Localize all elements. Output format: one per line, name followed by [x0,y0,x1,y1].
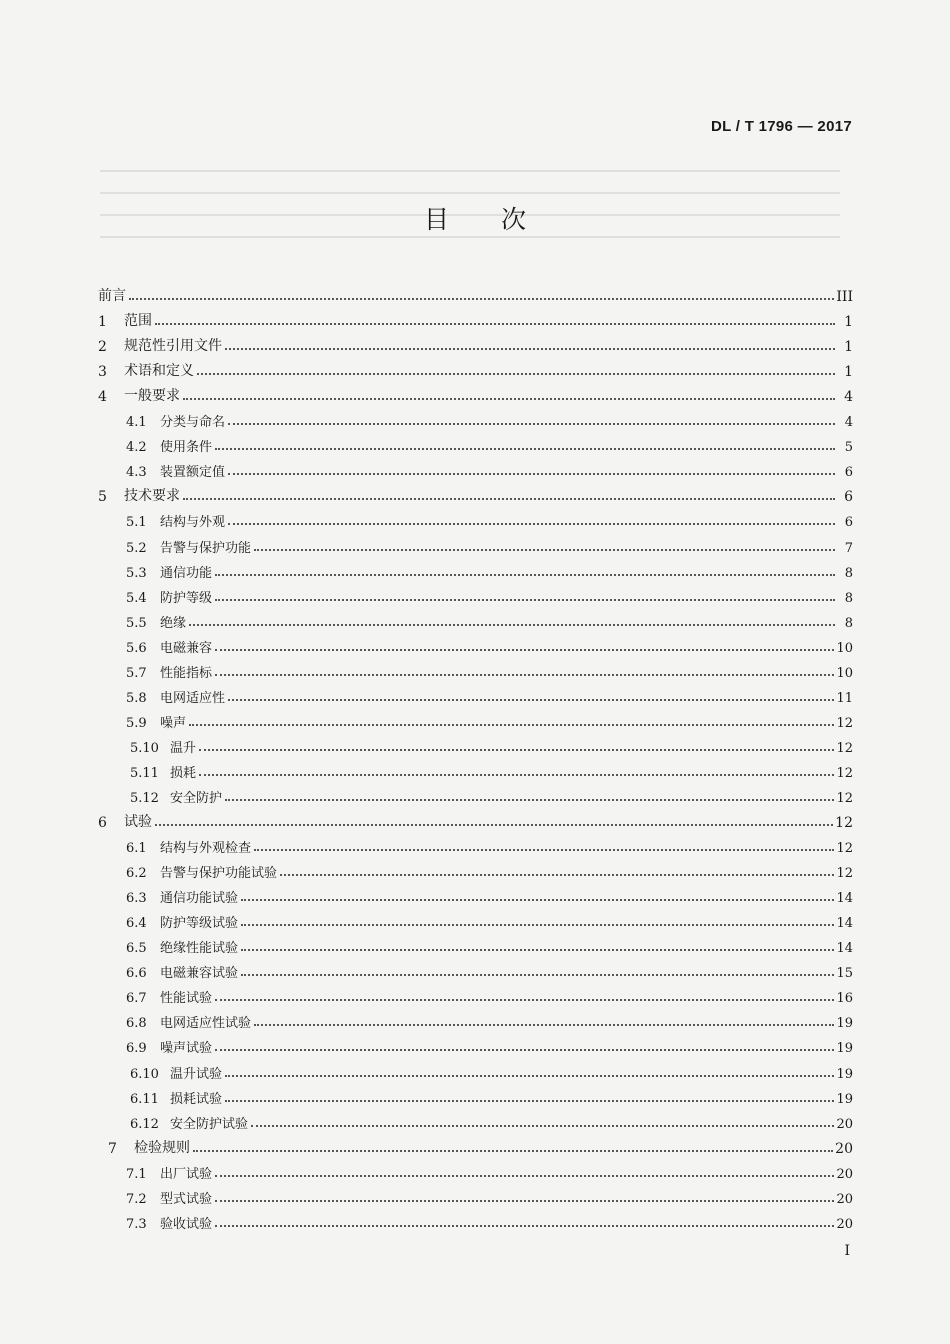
toc-entry-number: 5.10 [130,740,159,756]
toc-entry-page: 19 [836,1066,853,1082]
toc-entry-label: 装置额定值 [160,465,226,481]
toc-entry-page: 8 [844,565,853,581]
toc-entry-label: 规范性引用文件 [124,338,222,355]
toc-entry[interactable] [98,380,853,405]
toc-entry-page: 12 [836,790,853,806]
toc-entry-number: 4.3 [126,465,147,481]
toc-entry-page: III [836,289,853,306]
toc-entry-label: 损耗 [170,765,197,781]
toc-entry-label: 型式试验 [160,1191,213,1207]
toc-entry-page: 12 [836,740,853,756]
toc-entry-label: 电磁兼容试验 [160,966,239,982]
toc-entry-number: 2 [98,339,107,356]
toc-entry-page: 20 [835,1140,853,1157]
toc-entry[interactable] [98,1082,853,1107]
dot-leader [189,724,834,726]
toc-entry-label: 分类与命名 [160,415,226,431]
dot-leader [197,373,835,375]
toc-entry-number: 5.1 [126,515,147,531]
toc-entry-label: 检验规则 [134,1139,190,1156]
toc-entry[interactable] [98,556,853,581]
toc-entry-page: 15 [836,966,853,982]
dot-leader [228,699,834,701]
toc-entry-label: 结构与外观 [160,515,226,531]
toc-entry-label: 温升试验 [170,1066,223,1082]
toc-entry-number: 5.6 [126,640,147,656]
dot-leader [215,674,834,676]
toc-entry-label: 损耗试验 [170,1091,223,1107]
toc-entry-page: 10 [836,665,853,681]
toc-entry[interactable] [98,731,853,756]
toc-entry-number: 5.4 [126,590,147,606]
dot-leader [183,398,835,400]
dot-leader [215,1200,834,1202]
toc-entry-number: 7.1 [126,1166,147,1182]
toc-entry-number: 6 [98,815,107,832]
toc-entry-number: 6.12 [130,1116,159,1132]
page-number: I [844,1243,850,1259]
toc-entry[interactable] [98,430,853,455]
toc-entry-label: 试验 [124,814,152,831]
table-of-contents [98,280,853,1232]
toc-entry-page: 19 [836,1016,853,1032]
toc-entry-number: 5.2 [126,540,147,556]
dot-leader [215,448,835,450]
toc-entry-number: 6.8 [126,1016,147,1032]
toc-entry-number: 6.5 [126,941,147,957]
toc-entry-number: 7 [108,1140,117,1157]
toc-entry-page: 6 [844,465,853,481]
toc-entry-number: 6.2 [126,866,147,882]
dot-leader [199,774,834,776]
toc-entry-label: 技术要求 [124,488,180,505]
dot-leader [189,624,835,626]
toc-entry-number: 6.6 [126,966,147,982]
toc-entry-page: 1 [844,364,853,381]
toc-entry-label: 电网适应性 [160,690,226,706]
toc-entry-number: 6.1 [126,841,147,857]
dot-leader [254,549,835,551]
toc-entry-page: 1 [844,339,853,356]
toc-entry-number: 5.3 [126,565,147,581]
toc-entry[interactable] [98,330,853,355]
toc-entry-label: 验收试验 [160,1216,213,1232]
dot-leader [254,849,834,851]
toc-entry-page: 14 [836,916,853,932]
toc-entry-number: 6.7 [126,991,147,1007]
toc-entry-number: 5.11 [130,765,159,781]
toc-entry[interactable] [98,681,853,706]
toc-entry-number: 3 [98,364,107,381]
toc-entry-number: 1 [98,314,107,331]
toc-entry-page: 20 [836,1191,853,1207]
toc-entry-page: 10 [836,640,853,656]
toc-entry[interactable] [98,1031,853,1056]
toc-entry-page: 5 [844,440,853,456]
toc-entry[interactable] [98,906,853,931]
toc-entry-page: 8 [844,590,853,606]
dot-leader [228,523,835,525]
toc-entry-label: 电磁兼容 [160,640,213,656]
toc-entry-page: 11 [836,690,853,706]
toc-entry-label: 范围 [124,313,152,330]
toc-entry[interactable] [98,355,853,380]
toc-entry-label: 噪声试验 [160,1041,213,1057]
toc-entry-label: 安全防护 [170,790,223,806]
dot-leader [225,1075,834,1077]
toc-entry[interactable] [98,405,853,430]
toc-entry-page: 20 [836,1216,853,1232]
toc-entry-label: 结构与外观检查 [160,841,252,857]
toc-entry-page: 12 [836,765,853,781]
dot-leader [215,1175,834,1177]
dot-leader [215,649,834,651]
toc-entry-page: 12 [836,841,853,857]
toc-entry-label: 防护等级试验 [160,916,239,932]
toc-entry-page: 8 [844,615,853,631]
dot-leader [129,298,834,300]
dot-leader [155,323,835,325]
toc-entry[interactable] [98,631,853,656]
toc-entry-page: 6 [844,489,853,506]
toc-entry-label: 绝缘性能试验 [160,941,239,957]
dot-leader [215,1225,834,1227]
dot-leader [254,1024,834,1026]
toc-entry-label: 性能试验 [160,991,213,1007]
dot-leader [215,1049,834,1051]
toc-entry-label: 噪声 [160,715,187,731]
toc-entry-page: 14 [836,891,853,907]
dot-leader [241,899,834,901]
toc-entry-page: 19 [836,1091,853,1107]
toc-entry-page: 12 [836,715,853,731]
toc-entry-number: 6.9 [126,1041,147,1057]
dot-leader [215,599,835,601]
dot-leader [241,974,834,976]
toc-entry-number: 4.1 [126,415,147,431]
dot-leader [225,348,835,350]
toc-entry[interactable] [98,1056,853,1081]
toc-entry[interactable] [98,1132,853,1157]
toc-entry-label: 通信功能 [160,565,213,581]
toc-entry-number: 5.5 [126,615,147,631]
toc-entry[interactable] [98,1182,853,1207]
toc-entry-label: 通信功能试验 [160,891,239,907]
toc-entry-page: 7 [844,540,853,556]
toc-entry-label: 性能指标 [160,665,213,681]
toc-entry-page: 16 [836,991,853,1007]
toc-entry[interactable] [98,1107,853,1132]
toc-entry-page: 20 [836,1116,853,1132]
toc-entry[interactable] [98,931,853,956]
dot-leader [225,799,834,801]
dot-leader [199,749,834,751]
toc-entry[interactable] [98,831,853,856]
toc-entry-number: 6.3 [126,891,147,907]
page-title: 目次 [423,205,578,234]
toc-entry-label: 前言 [98,288,126,305]
toc-entry[interactable] [98,856,853,881]
toc-entry-label: 防护等级 [160,590,213,606]
toc-entry-number: 5.7 [126,665,147,681]
dot-leader [215,999,834,1001]
toc-entry-label: 使用条件 [160,440,213,456]
toc-entry[interactable] [98,956,853,981]
toc-entry-page: 12 [835,815,853,832]
toc-entry-number: 4.2 [126,440,147,456]
toc-entry-page: 19 [836,1041,853,1057]
toc-entry[interactable] [98,806,853,831]
toc-entry-number: 7.3 [126,1216,147,1232]
toc-entry[interactable] [98,455,853,480]
standard-number: DL / T 1796 — 2017 [710,118,852,135]
toc-entry[interactable] [98,781,853,806]
toc-entry[interactable] [98,656,853,681]
dot-leader [193,1150,833,1152]
toc-entry-page: 4 [844,415,853,431]
toc-entry-page: 6 [844,515,853,531]
toc-entry[interactable] [98,305,853,330]
toc-entry[interactable] [98,606,853,631]
toc-entry[interactable] [98,1157,853,1182]
dot-leader [183,498,835,500]
toc-entry-label: 绝缘 [160,615,187,631]
toc-entry-label: 一般要求 [124,388,180,405]
toc-entry-number: 6.4 [126,916,147,932]
toc-entry-number: 7.2 [126,1191,147,1207]
toc-entry[interactable] [98,581,853,606]
toc-entry[interactable] [98,1207,853,1232]
dot-leader [215,574,835,576]
toc-entry-number: 5 [98,489,107,506]
dot-leader [228,423,835,425]
dot-leader [155,824,833,826]
toc-entry-label: 术语和定义 [124,363,194,380]
toc-entry-page: 4 [844,389,853,406]
dot-leader [228,473,835,475]
dot-leader [241,949,834,951]
dot-leader [225,1100,834,1102]
toc-entry-label: 安全防护试验 [170,1116,249,1132]
toc-entry-page: 14 [836,941,853,957]
dot-leader [241,924,834,926]
toc-entry[interactable] [98,706,853,731]
toc-entry-label: 告警与保护功能试验 [160,866,278,882]
toc-entry-label: 出厂试验 [160,1166,213,1182]
dot-leader [251,1125,834,1127]
toc-entry[interactable] [98,981,853,1006]
toc-entry-number: 5.9 [126,715,147,731]
toc-entry-page: 1 [844,314,853,331]
toc-entry-number: 4 [98,389,107,406]
toc-entry-number: 5.12 [130,790,159,806]
toc-entry-number: 5.8 [126,690,147,706]
toc-entry[interactable] [98,881,853,906]
toc-entry-number: 6.11 [130,1091,159,1107]
toc-entry[interactable] [98,505,853,530]
toc-entry[interactable] [98,480,853,505]
toc-entry[interactable] [98,756,853,781]
toc-entry-page: 12 [836,866,853,882]
toc-entry-label: 温升 [170,740,197,756]
toc-entry-number: 6.10 [130,1066,159,1082]
toc-entry[interactable] [98,280,853,305]
dot-leader [280,874,834,876]
toc-entry-label: 告警与保护功能 [160,540,252,556]
toc-entry-page: 20 [836,1166,853,1182]
toc-entry[interactable] [98,1006,853,1031]
toc-entry[interactable] [98,530,853,555]
toc-entry-label: 电网适应性试验 [160,1016,252,1032]
